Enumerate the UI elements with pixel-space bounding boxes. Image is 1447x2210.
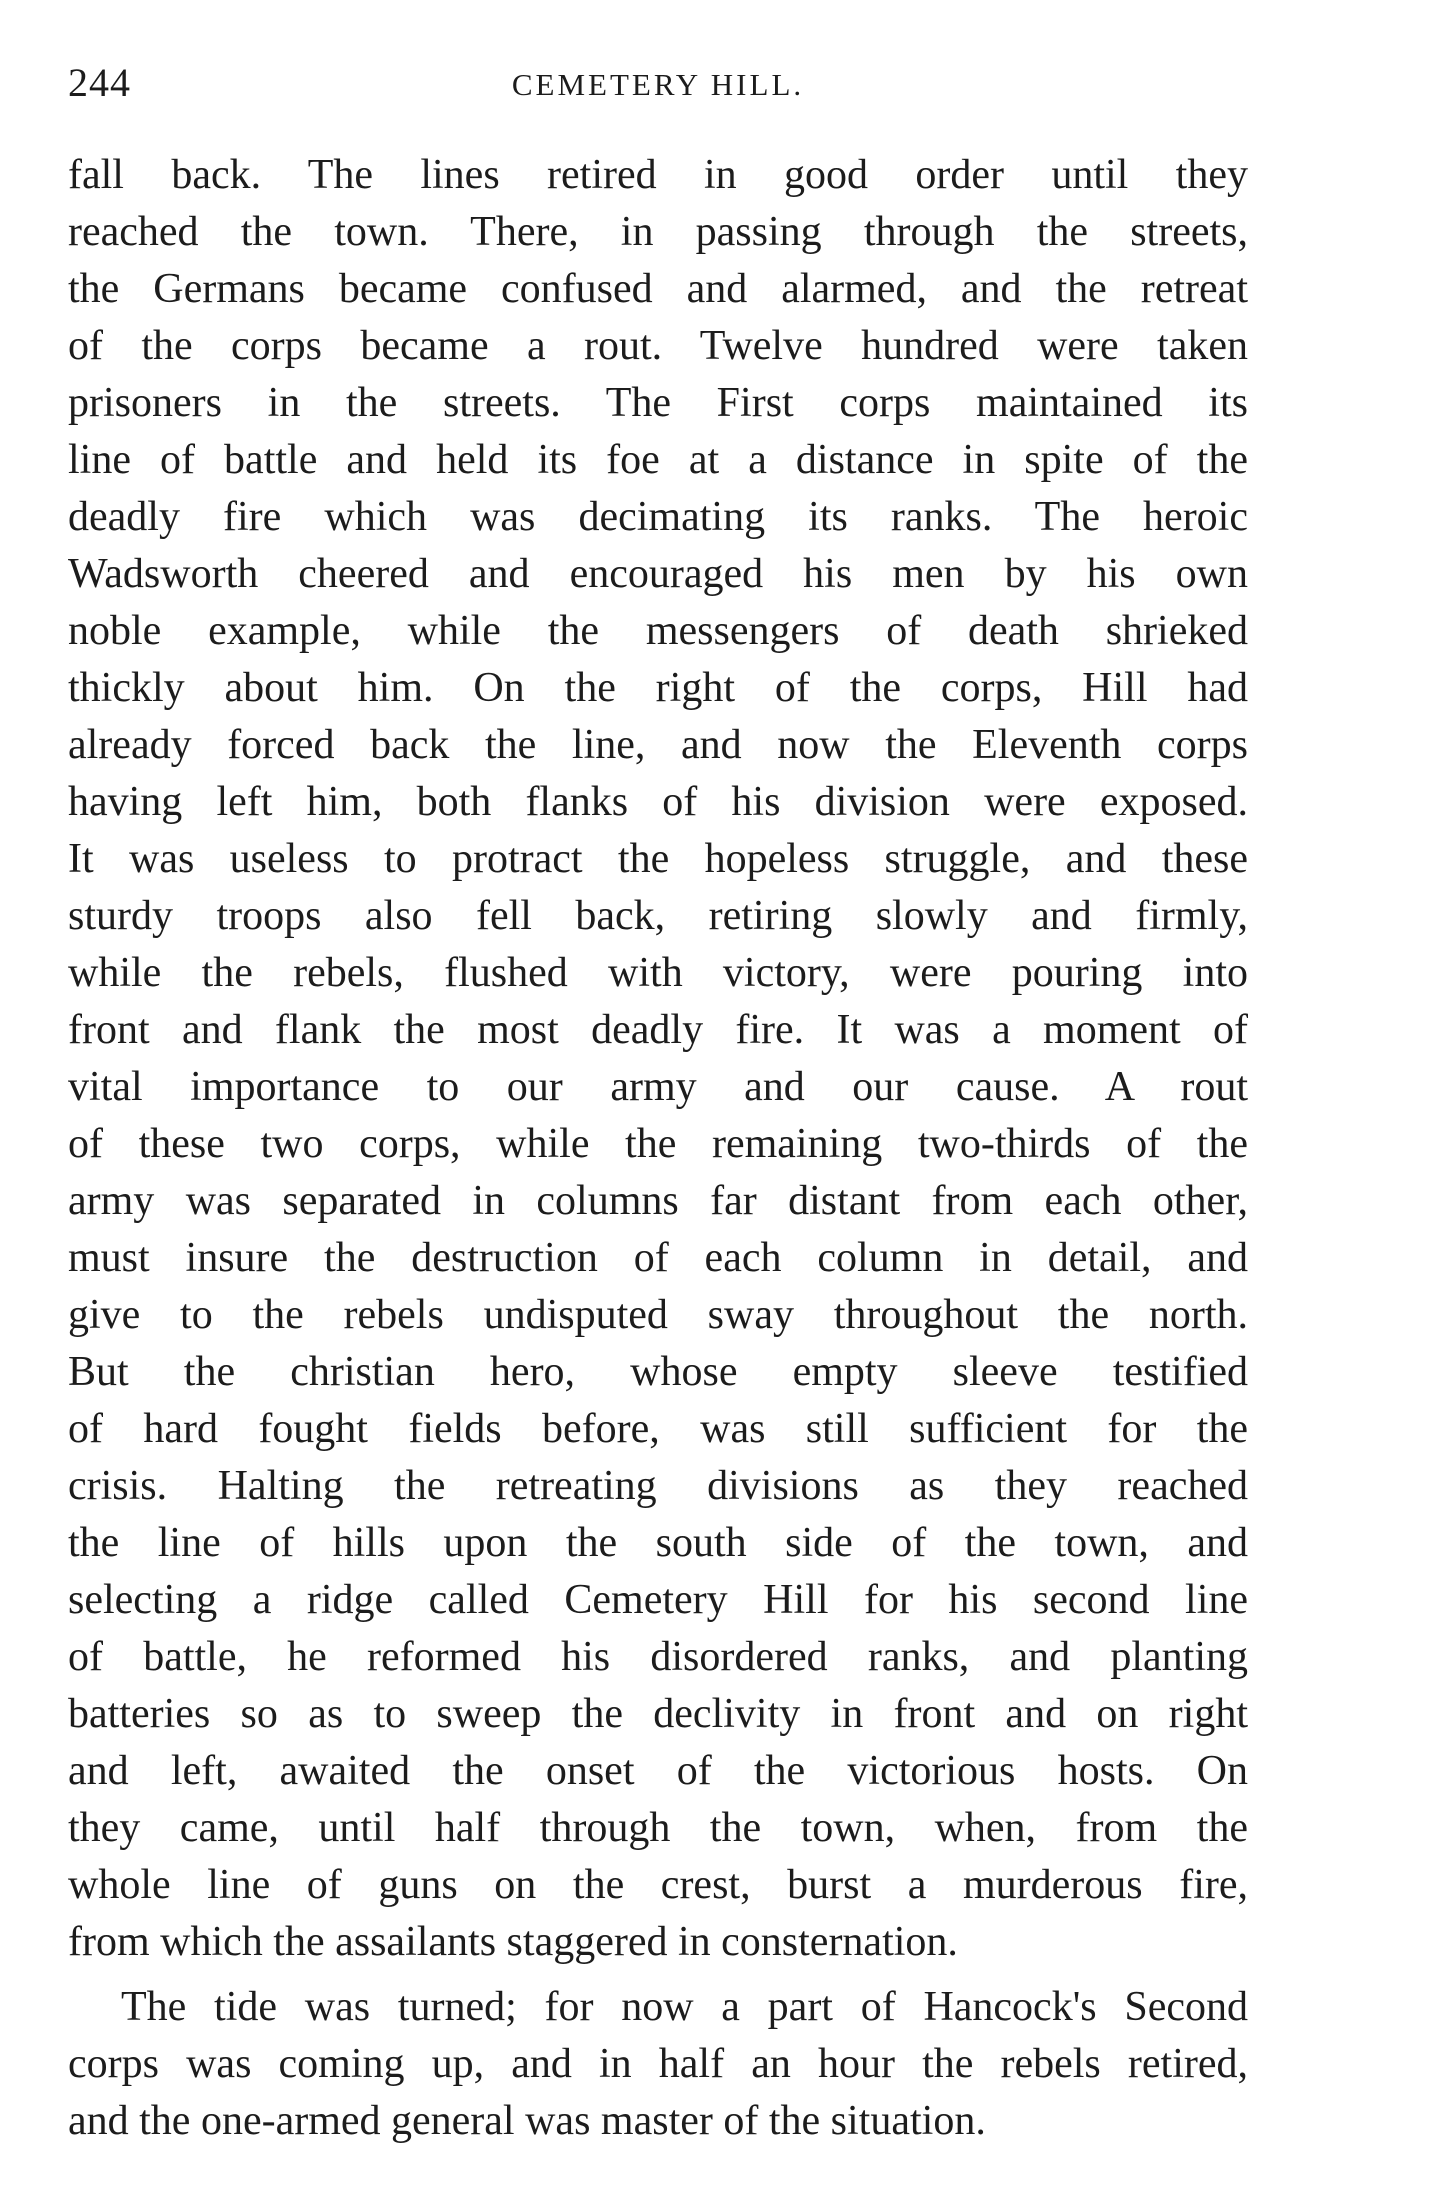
text-line: whole line of guns on the crest, burst a murderous fire, <box>68 1862 1248 1908</box>
text-line: already forced back the line, and now the Eleventh corps <box>68 722 1248 768</box>
text-line: they came, until half through the town, when, from the <box>68 1805 1248 1851</box>
text-line: deadly fire which was decimating its ranks. The heroic <box>68 494 1248 540</box>
page-number: 244 <box>68 60 131 105</box>
paragraph-1 <box>68 147 1248 1971</box>
text-line: selecting a ridge called Cemetery Hill for his second line <box>68 1577 1248 1623</box>
paragraph-2 <box>68 1979 1248 2150</box>
text-line: the Germans became confused and alarmed, and the retreat <box>68 266 1248 312</box>
text-line: fall back. The lines retired in good order until they <box>68 152 1248 198</box>
text-line: of battle, he reformed his disordered ranks, and planting <box>68 1634 1248 1680</box>
text-line: give to the rebels undisputed sway throughout the north. <box>68 1292 1248 1338</box>
text-line: crisis. Halting the retreating divisions as they reached <box>68 1463 1248 1509</box>
text-line: front and flank the most deadly fire. It was a moment of <box>68 1007 1248 1053</box>
text-line: sturdy troops also fell back, retiring slowly and firmly, <box>68 893 1248 939</box>
running-title: CEMETERY HILL. <box>511 67 805 102</box>
text-line: Wadsworth cheered and encouraged his men by his own <box>68 551 1248 597</box>
text-line: It was useless to protract the hopeless struggle, and these <box>68 836 1248 882</box>
text-line: line of battle and held its foe at a distance in spite of the <box>68 437 1248 483</box>
text-line: the line of hills upon the south side of the town, and <box>68 1520 1248 1566</box>
text-line: But the christian hero, whose empty sleeve testified <box>68 1349 1248 1395</box>
text-line: prisoners in the streets. The First corps maintained its <box>68 380 1248 426</box>
text-line: reached the town. There, in passing through the streets, <box>68 209 1248 255</box>
text-line: batteries so as to sweep the declivity in front and on right <box>68 1691 1248 1737</box>
text-line: from which the assailants staggered in consternation. <box>68 1919 958 1965</box>
text-line: The tide was turned; for now a part of Hancock's Second <box>121 1984 1248 2030</box>
text-line: corps was coming up, and in half an hour the rebels retired, <box>68 2041 1248 2087</box>
paragraph-gap <box>68 1971 1248 1979</box>
text-line: must insure the destruction of each column in detail, and <box>68 1235 1248 1281</box>
text-line: having left him, both flanks of his division were exposed. <box>68 779 1248 825</box>
text-line: of the corps became a rout. Twelve hundred were taken <box>68 323 1248 369</box>
text-line: and the one-armed general was master of the situation. <box>68 2098 986 2144</box>
text-line: army was separated in columns far distant from each other, <box>68 1178 1248 1224</box>
text-line: of these two corps, while the remaining two-thirds of the <box>68 1121 1248 1167</box>
running-head <box>68 58 1248 108</box>
body-text <box>68 147 1248 2150</box>
text-line: noble example, while the messengers of death shrieked <box>68 608 1248 654</box>
text-line: vital importance to our army and our cause. A rout <box>68 1064 1248 1110</box>
text-line: thickly about him. On the right of the corps, Hill had <box>68 665 1248 711</box>
text-line: of hard fought fields before, was still sufficient for the <box>68 1406 1248 1452</box>
text-line: and left, awaited the onset of the victorious hosts. On <box>68 1748 1248 1794</box>
text-line: while the rebels, flushed with victory, were pouring into <box>68 950 1248 996</box>
